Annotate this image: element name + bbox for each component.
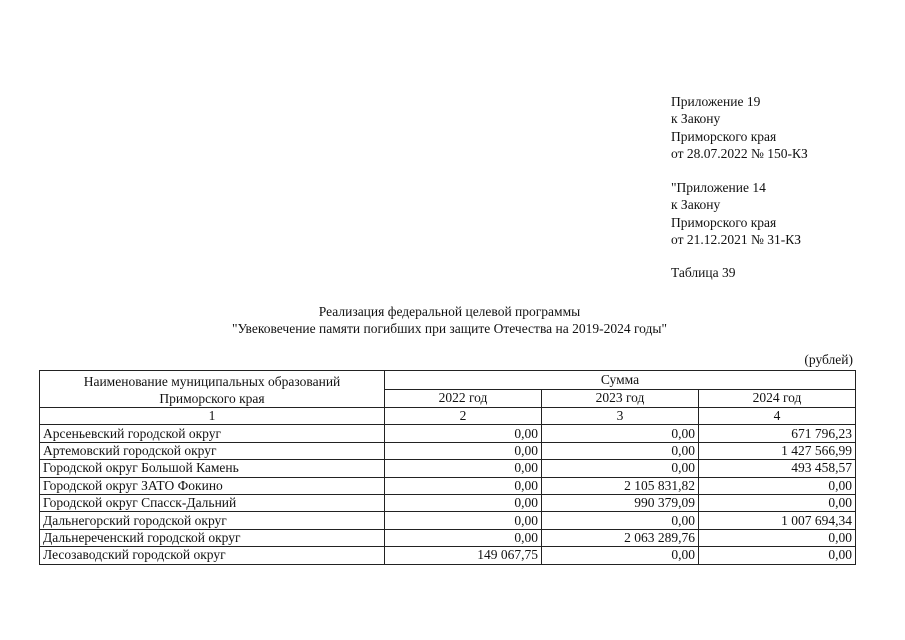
municipality-name: Артемовский городской округ: [40, 442, 385, 459]
municipality-name: Городской округ Спасск-Дальний: [40, 494, 385, 511]
appendix-19-line: Приложение 19: [671, 94, 761, 109]
amount-2024: 0,00: [699, 529, 856, 546]
amount-2022: 0,00: [385, 425, 542, 442]
amount-2023: 0,00: [542, 547, 699, 564]
amount-2023: 990 379,09: [542, 494, 699, 511]
table-number: Таблица 39: [671, 265, 736, 280]
column-number-row: [40, 408, 856, 425]
funding-table: [39, 370, 856, 565]
amount-2024: 0,00: [699, 494, 856, 511]
appendix-19-line: к Закону: [671, 111, 721, 127]
table-header-row: [40, 371, 856, 390]
amount-2024: 1 007 694,34: [699, 512, 856, 529]
table-row: [40, 547, 856, 564]
appendix-19-line: от 28.07.2022 № 150-КЗ: [671, 146, 808, 162]
table-row: [40, 460, 856, 477]
header-year-2022: 2022 год: [385, 389, 542, 408]
header-year-2024: 2024 год: [699, 389, 856, 408]
appendix-14-line: "Приложение 14: [671, 180, 766, 195]
amount-2023: 0,00: [542, 512, 699, 529]
appendix-19-line: Приморского края: [671, 128, 777, 144]
amount-2022: 0,00: [385, 477, 542, 494]
table-row: [40, 494, 856, 511]
amount-2022: 0,00: [385, 494, 542, 511]
amount-2023: 2 105 831,82: [542, 477, 699, 494]
header-sum: Сумма: [385, 371, 856, 390]
amount-2024: 0,00: [699, 547, 856, 564]
table-row: [40, 442, 856, 459]
column-number: 1: [40, 408, 385, 425]
header-municipality-line2: Приморского края: [159, 391, 265, 406]
amount-2023: 0,00: [542, 460, 699, 477]
appendix-14-line: к Закону: [671, 197, 721, 213]
units-label: (рублей): [804, 352, 853, 367]
table-row: [40, 477, 856, 494]
amount-2022: 149 067,75: [385, 547, 542, 564]
column-number: 4: [699, 408, 856, 425]
amount-2022: 0,00: [385, 512, 542, 529]
municipality-name: Городской округ ЗАТО Фокино: [40, 477, 385, 494]
amount-2023: 0,00: [542, 442, 699, 459]
amount-2024: 0,00: [699, 477, 856, 494]
table-row: [40, 529, 856, 546]
amount-2022: 0,00: [385, 442, 542, 459]
appendix-14-line: Приморского края: [671, 214, 777, 230]
appendix-14-block: [671, 179, 801, 249]
table-row: [40, 512, 856, 529]
amount-2024: 1 427 566,99: [699, 442, 856, 459]
municipality-name: Городской округ Большой Камень: [40, 460, 385, 477]
header-year-2023: 2023 год: [542, 389, 699, 408]
amount-2022: 0,00: [385, 529, 542, 546]
appendix-14-line: от 21.12.2021 № 31-КЗ: [671, 232, 801, 248]
document-title-line1: Реализация федеральной целевой программы: [318, 304, 581, 319]
amount-2023: 0,00: [542, 425, 699, 442]
document-title-line2: "Увековечение памяти погибших при защите Отечества на 2019-2024 годы": [232, 321, 667, 336]
column-number: 2: [385, 408, 542, 425]
municipality-name: Дальнегорский городской округ: [40, 512, 385, 529]
table-row: [40, 425, 856, 442]
header-municipality: [40, 371, 385, 408]
municipality-name: Арсеньевский городской округ: [40, 425, 385, 442]
amount-2022: 0,00: [385, 460, 542, 477]
municipality-name: Дальнереченский городской округ: [40, 529, 385, 546]
column-number: 3: [542, 408, 699, 425]
amount-2024: 493 458,57: [699, 460, 856, 477]
amount-2024: 671 796,23: [699, 425, 856, 442]
header-municipality-line1: Наименование муниципальных образований: [83, 374, 341, 389]
amount-2023: 2 063 289,76: [542, 529, 699, 546]
municipality-name: Лесозаводский городской округ: [40, 547, 385, 564]
appendix-19-block: [671, 93, 808, 163]
